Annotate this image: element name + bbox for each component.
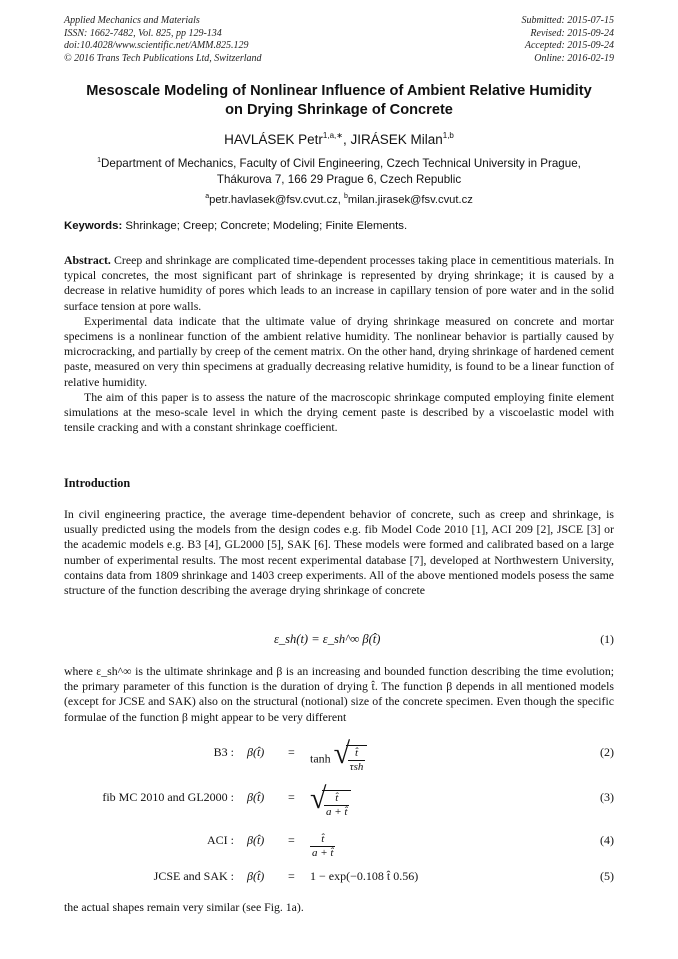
email-a[interactable]: petr.havlasek@fsv.cvut.cz, [209, 194, 344, 206]
sqrt-symbol: √ $\frac{t̂}{a + t̂}$ [310, 790, 351, 819]
header-revised: Revised: 2015-09-24 [530, 27, 614, 39]
equation-5-number: (5) [600, 869, 614, 883]
equation-4-rhs [310, 833, 335, 860]
author-2-affil-sup: 1,b [442, 131, 454, 140]
header-online: Online: 2016-02-19 [534, 52, 614, 64]
equation-3-fraction: $\frac{t̂}{a + t̂}$ [326, 792, 348, 818]
paper-title-line2: on Drying Shrinkage of Concrete [225, 102, 453, 118]
abstract-paragraph-1: Abstract. Creep and shrinkage are complicated time-dependent processes taking place in cementitious materials. In typical concretes, the most significant part of shrinkage is represented by drying shrinkage; it is caused by a decrease in relative humidity of pores which leads to an increase in capillary tension of pore water and in the solid surface tension at pore walls. [64, 253, 614, 313]
author-1-affil-sup: 1,a,∗ [322, 131, 343, 140]
equation-2-rel: = [288, 745, 295, 759]
author-list [40, 128, 638, 148]
header-accepted: Accepted: 2015-09-24 [524, 40, 614, 51]
author-1: HAVLÁSEK Petr [224, 132, 323, 147]
affiliation-line1: Department of Mechanics, Faculty of Civil Engineering, Czech Technical University in Prague, [101, 157, 581, 170]
equation-4-fraction: $\frac{t̂}{a + t̂}$ [312, 833, 334, 859]
journal-header [64, 15, 614, 65]
intro-paragraph-2: where ε_sh^∞ is the ultimate shrinkage and β is an increasing and bounded function describing the time evolution; the primary parameter of this function is the duration of drying t̂. The function β depends in all mentioned models (except for JCSE and SAK) also on the structural (notional) size of the concrete specimen. Even though the specific formulae of the function β might appear to be very different [64, 664, 614, 724]
section-heading-introduction: Introduction [64, 476, 131, 490]
paper-title [40, 82, 638, 120]
equation-2-label: B3 : [213, 745, 234, 759]
keywords-text: Shrinkage; Creep; Concrete; Modeling; Finite Elements. [122, 220, 408, 232]
keywords [64, 219, 614, 234]
equation-1 [64, 632, 614, 652]
sqrt-symbol: √ $\frac{t̂}{\text{τsh}}$ [334, 745, 368, 774]
email-b-sup: b [343, 193, 348, 200]
abstract-paragraph-3: The aim of this paper is to assess the nature of the macroscopic shrinkage computed employing finite element simulations at the meso-scale level in which the drying cement paste is described by a viscoelastic model with tensile cracking and with a constant shrinkage coefficient. [64, 389, 614, 435]
equation-2-lhs: β(t̂) [247, 745, 265, 759]
intro-paragraph-1: In civil engineering practice, the average time-dependent behavior of concrete, such as creep and shrinkage, is usually predicted using the models from the design codes e.g. fib Model Code 2010 [1], ACI 209 [2], JSCE [3] or the academic models e.g. B3 [4], GL2000 [5], SAK [6]. These models were formed and calibrated based on a large number of experimental results. The most recent experimental database [7], developed at Northwestern University, contains data from 1809 shrinkage and 1403 creep experiments. All of the above mentioned models posess the same structure of the function describing the average drying shrinkage of concrete [64, 507, 614, 598]
equation-4-number: (4) [600, 833, 614, 847]
keywords-label: Keywords: [64, 220, 123, 232]
email-b[interactable]: milan.jirasek@fsv.cvut.cz [347, 194, 473, 206]
header-journal-info [64, 15, 262, 65]
affiliation-line2: Thákurova 7, 166 29 Prague 6, Czech Republic [216, 173, 462, 186]
equation-3-number: (3) [600, 790, 614, 804]
equation-5-rel: = [288, 869, 295, 883]
equation-2-rhs: tanh √ $\frac{t̂}{\text{τsh}}$ [310, 745, 367, 774]
equation-block [64, 737, 614, 895]
header-submitted: Submitted: 2015-07-15 [521, 15, 614, 26]
equation-3-rel: = [288, 790, 295, 804]
header-copyright: © 2016 Trans Tech Publications Ltd, Switzerland [64, 52, 262, 64]
equation-1-number: (1) [600, 632, 614, 646]
paper-title-line1: Mesoscale Modeling of Nonlinear Influence of Ambient Relative Humidity [86, 83, 592, 99]
equation-2-number: (2) [600, 745, 614, 759]
equation-4 [64, 833, 614, 859]
email-a-sup: a [205, 193, 210, 200]
header-issn: ISSN: 1662-7482, Vol. 825, pp 129-134 [64, 27, 222, 39]
author-separator: , [342, 132, 351, 147]
abstract-label: Abstract. [64, 253, 111, 267]
equation-5-rhs: 1 − exp(−0.108 t̂ 0.56) [310, 869, 419, 883]
equation-5-lhs: β(t̂) [247, 869, 265, 883]
equation-3-label: fib MC 2010 and GL2000 : [102, 790, 234, 804]
equation-1-expression: ε_sh(t) = ε_sh^∞ β(t̂) [274, 632, 381, 646]
header-dates [522, 15, 615, 65]
abstract [64, 253, 614, 435]
equation-4-rel: = [288, 833, 295, 847]
abstract-paragraph-2: Experimental data indicate that the ultimate value of drying shrinkage measured on concrete and mortar specimens is a nonlinear function of the ambient relative humidity. The nonlinear behavior is partially caused by microcracking, and partially by creep of the cement matrix. On the other hand, drying shrinkage of hardened cement paste, measured on very thin specimens at gradually decreasing relative humidity, is found to be a linear function of relative humidity. [64, 313, 614, 389]
equation-3-rhs [310, 782, 351, 819]
equation-4-label: ACI : [207, 833, 234, 847]
equation-2-fraction: $\frac{t̂}{\text{τsh}}$ [349, 747, 364, 773]
equation-2 [64, 737, 614, 773]
author-2: JIRÁSEK Milan [350, 132, 443, 147]
author-emails [40, 189, 638, 208]
equation-5 [64, 869, 614, 889]
affiliation [40, 153, 638, 188]
header-journal-name: Applied Mechanics and Materials [64, 15, 200, 26]
closing-sentence: the actual shapes remain very similar (see Fig. 1a). [64, 900, 304, 914]
equation-3-lhs: β(t̂) [247, 790, 265, 804]
affiliation-sup: 1 [97, 157, 102, 164]
equation-3 [64, 782, 614, 818]
equation-5-label: JCSE and SAK : [153, 869, 234, 883]
header-doi[interactable]: doi:10.4028/www.scientific.net/AMM.825.129 [64, 40, 249, 51]
equation-4-lhs: β(t̂) [247, 833, 265, 847]
